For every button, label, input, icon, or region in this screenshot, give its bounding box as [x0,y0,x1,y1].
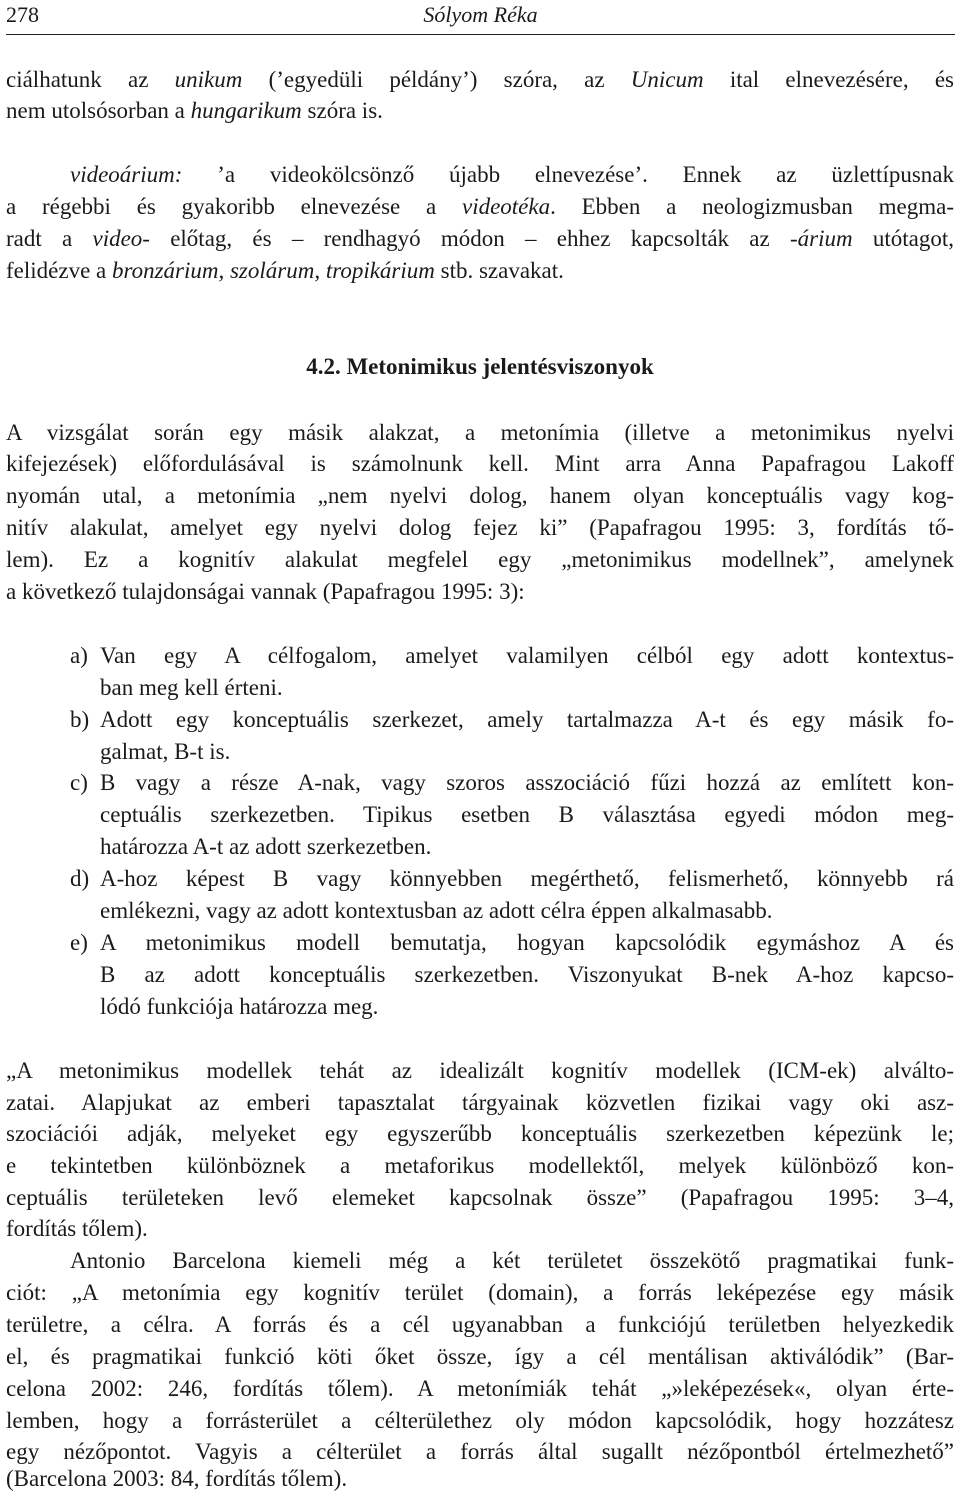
metonymy-paragraph-line: nitív alakulat, amelyet egy nyelvi dolog fejez ki” (Papafragou 1995: 3, fordítás tő- [6,515,954,540]
videoarium-line-2: a régebbi és gyakoribb elnevezése a videotéka. Ebben a neologizmusban megma- [6,194,954,219]
page-header [6,0,955,35]
videoarium-line-3: radt a video- előtag, és – rendhagyó módon – ehhez kapcsolták az -árium utótagot, [6,226,954,251]
barcelona-paragraph-line: celona 2002: 246, fordítás tőlem). A metonímiák tehát „»leképezések«, olyan érte- [6,1376,954,1401]
metonymy-paragraph-line: a következő tulajdonságai vannak (Papafragou 1995: 3): [6,579,525,604]
list-line: A-hoz képest B vagy könnyebben megérthető, felismerhető, könnyebb rá [100,866,954,891]
videoarium-line-1: videoárium: ’a videokölcsönző újabb elnevezése’. Ennek az üzlettípusnak [70,162,954,187]
page-number: 278 [6,2,39,27]
list-line: lódó funkciója határozza meg. [100,994,379,1019]
list-line: B vagy a része A-nak, vagy szoros asszociáció fűzi hozzá az említett kon- [100,770,954,795]
list-line: Van egy A célfogalom, amelyet valamilyen célból egy adott kontextus- [100,643,954,668]
list-line: A metonimikus modell bemutatja, hogyan kapcsolódik egymáshoz A és [100,930,954,955]
running-head: Sólyom Réka [423,2,538,27]
quote-paragraph-line: szociációi adják, melyeket egy egyszerűbb konceptuális szerkezetben képezünk le; [6,1121,954,1146]
metonymy-paragraph-line: lem). Ez a kognitív alakulat megfelel egy „metonimikus modellnek”, amelynek [6,547,954,572]
barcelona-paragraph-line: egy nézőpontot. Vagyis a célterület a forrás által sugallt nézőpontból értelmezhető” [6,1439,954,1464]
barcelona-paragraph-line: el, és pragmatikai funkció köti őket össze, így a cél mentálisan aktiválódik” (Bar- [6,1344,954,1369]
barcelona-paragraph-line: lemben, hogy a forrásterület a célterülethez oly módon kapcsolódik, hogy hozzátesz [6,1408,954,1433]
list-line: ceptuális szerkezetben. Tipikus esetben B választása egyedi módon meg- [100,802,954,827]
list-line: határozza A-t az adott szerkezetben. [100,834,432,859]
barcelona-paragraph-line: területre, a célra. A forrás és a cél ugyanabban a funkciójú területben helyezkedik [6,1312,954,1337]
quote-paragraph-line: e tekintetben különböznek a metaforikus modellektől, melyek különböző kon- [6,1153,954,1178]
list-label: e) [70,930,88,955]
metonymy-paragraph-line: kifejezések) előfordulásával is számolnunk kell. Mint arra Anna Papafragou Lakoff [6,451,954,476]
quote-paragraph-line: fordítás tőlem). [6,1216,148,1241]
list-label: a) [70,643,88,668]
list-line: Adott egy konceptuális szerkezet, amely tartalmazza A-t és egy másik fo- [100,707,954,732]
metonymy-paragraph-line: A vizsgálat során egy másik alakzat, a metonímia (illetve a metonimikus nyelvi [6,420,954,445]
list-line: B az adott konceptuális szerkezetben. Viszonyukat B-nek A-hoz kapcso- [100,962,954,987]
list-label: d) [70,866,90,891]
barcelona-paragraph-line: Antonio Barcelona kiemeli még a két területet összekötő pragmatikai funk- [70,1248,954,1273]
list-line: emlékezni, vagy az adott kontextusban az adott célra éppen alkalmasabb. [100,898,773,923]
intro-line-2: nem utolsósorban a hungarikum szóra is. [6,98,383,123]
list-line: galmat, B-t is. [100,739,231,764]
quote-paragraph-line: ceptuális területeken levő elemeket kapcsolnak össze” (Papafragou 1995: 3–4, [6,1185,954,1210]
list-label: b) [70,707,90,732]
list-line: ban meg kell érteni. [100,675,283,700]
barcelona-paragraph-line: (Barcelona 2003: 84, fordítás tőlem). [6,1466,348,1491]
quote-paragraph-line: zatai. Alapjukat az emberi tapasztalat tárgyainak közvetlen fizikai vagy oki asz- [6,1090,954,1115]
barcelona-paragraph-line: ciót: „A metonímia egy kognitív terület (domain), a forrás leképezése egy másik [6,1280,954,1305]
metonymy-paragraph-line: nyomán utal, a metonímia „nem nyelvi dolog, hanem olyan konceptuális vagy kog- [6,483,954,508]
videoarium-line-4: felidézve a bronzárium, szolárum, tropikárium stb. szavakat. [6,258,564,283]
intro-line-1: ciálhatunk az unikum (’egyedüli példány’) szóra, az Unicum ital elnevezésére, és [6,67,954,92]
section-heading: 4.2. Metonimikus jelentésviszonyok [306,354,654,379]
quote-paragraph-line: „A metonimikus modellek tehát az idealizált kognitív modellek (ICM-ek) alválto- [6,1058,954,1083]
list-label: c) [70,770,88,795]
